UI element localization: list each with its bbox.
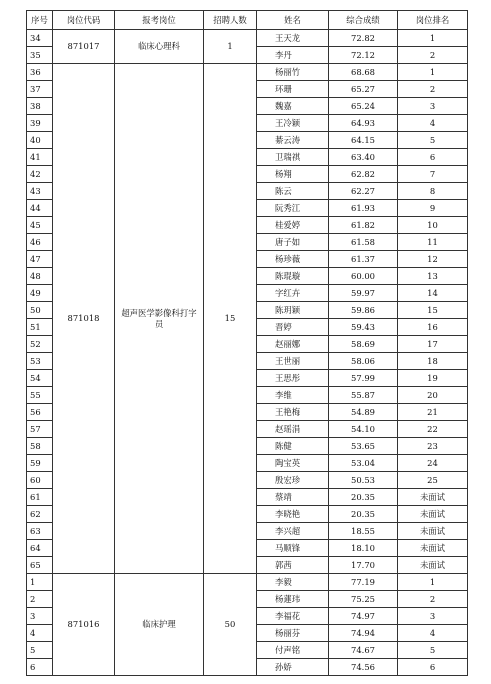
cell-name: 蔡靖 xyxy=(257,489,329,506)
cell-rank: 17 xyxy=(398,336,468,353)
cell-no: 46 xyxy=(27,234,53,251)
cell-rank: 15 xyxy=(398,302,468,319)
cell-score: 58.06 xyxy=(329,353,398,370)
cell-code: 871016 xyxy=(53,574,115,676)
cell-score: 75.25 xyxy=(329,591,398,608)
cell-score: 55.87 xyxy=(329,387,398,404)
cell-score: 64.15 xyxy=(329,132,398,149)
cell-score: 74.67 xyxy=(329,642,398,659)
cell-score: 74.97 xyxy=(329,608,398,625)
cell-rank: 18 xyxy=(398,353,468,370)
cell-name: 李福花 xyxy=(257,608,329,625)
cell-rank: 25 xyxy=(398,472,468,489)
cell-rank: 20 xyxy=(398,387,468,404)
cell-name: 付声铭 xyxy=(257,642,329,659)
cell-position: 临床护理 xyxy=(115,574,204,676)
header-no: 序号 xyxy=(27,11,53,30)
results-table xyxy=(26,10,468,676)
cell-score: 72.12 xyxy=(329,47,398,64)
cell-rank: 12 xyxy=(398,251,468,268)
cell-name: 郭茜 xyxy=(257,557,329,574)
cell-rank: 13 xyxy=(398,268,468,285)
cell-name: 李毅 xyxy=(257,574,329,591)
cell-score: 18.55 xyxy=(329,523,398,540)
cell-rank: 14 xyxy=(398,285,468,302)
cell-score: 54.10 xyxy=(329,421,398,438)
cell-score: 18.10 xyxy=(329,540,398,557)
cell-name: 殷宏珍 xyxy=(257,472,329,489)
cell-no: 65 xyxy=(27,557,53,574)
cell-no: 42 xyxy=(27,166,53,183)
cell-name: 陈玥颖 xyxy=(257,302,329,319)
cell-score: 61.93 xyxy=(329,200,398,217)
cell-no: 52 xyxy=(27,336,53,353)
cell-no: 51 xyxy=(27,319,53,336)
cell-no: 44 xyxy=(27,200,53,217)
cell-name: 王天龙 xyxy=(257,30,329,47)
cell-rank: 8 xyxy=(398,183,468,200)
header-rank: 岗位排名 xyxy=(398,11,468,30)
cell-score: 20.35 xyxy=(329,506,398,523)
cell-no: 34 xyxy=(27,30,53,47)
cell-no: 57 xyxy=(27,421,53,438)
cell-rank: 24 xyxy=(398,455,468,472)
cell-name: 卫瑞祺 xyxy=(257,149,329,166)
table-row xyxy=(27,30,468,47)
cell-quota: 50 xyxy=(204,574,257,676)
cell-no: 61 xyxy=(27,489,53,506)
cell-no: 56 xyxy=(27,404,53,421)
cell-no: 50 xyxy=(27,302,53,319)
cell-code: 871018 xyxy=(53,64,115,574)
cell-rank: 9 xyxy=(398,200,468,217)
cell-score: 50.53 xyxy=(329,472,398,489)
cell-name: 李维 xyxy=(257,387,329,404)
cell-rank: 1 xyxy=(398,64,468,81)
cell-score: 61.82 xyxy=(329,217,398,234)
cell-name: 綦云涛 xyxy=(257,132,329,149)
cell-no: 54 xyxy=(27,370,53,387)
cell-score: 53.04 xyxy=(329,455,398,472)
cell-name: 王艳梅 xyxy=(257,404,329,421)
cell-name: 杨丽竹 xyxy=(257,64,329,81)
cell-rank: 6 xyxy=(398,659,468,676)
cell-no: 35 xyxy=(27,47,53,64)
cell-no: 63 xyxy=(27,523,53,540)
cell-score: 74.94 xyxy=(329,625,398,642)
cell-code: 871017 xyxy=(53,30,115,64)
cell-score: 74.56 xyxy=(329,659,398,676)
cell-name: 王世丽 xyxy=(257,353,329,370)
header-name: 姓名 xyxy=(257,11,329,30)
header-score: 综合成绩 xyxy=(329,11,398,30)
cell-no: 59 xyxy=(27,455,53,472)
cell-rank: 2 xyxy=(398,591,468,608)
cell-no: 49 xyxy=(27,285,53,302)
cell-score: 61.58 xyxy=(329,234,398,251)
cell-name: 唐子如 xyxy=(257,234,329,251)
cell-name: 杨翔 xyxy=(257,166,329,183)
header-position: 报考岗位 xyxy=(115,11,204,30)
cell-score: 59.97 xyxy=(329,285,398,302)
cell-rank: 未面试 xyxy=(398,506,468,523)
cell-rank: 2 xyxy=(398,81,468,98)
cell-name: 晋婷 xyxy=(257,319,329,336)
cell-name: 赵瑶涓 xyxy=(257,421,329,438)
cell-no: 58 xyxy=(27,438,53,455)
cell-name: 王冷颖 xyxy=(257,115,329,132)
cell-no: 39 xyxy=(27,115,53,132)
cell-rank: 5 xyxy=(398,132,468,149)
cell-name: 李兴超 xyxy=(257,523,329,540)
cell-score: 59.86 xyxy=(329,302,398,319)
cell-name: 孙娇 xyxy=(257,659,329,676)
cell-no: 62 xyxy=(27,506,53,523)
cell-rank: 3 xyxy=(398,608,468,625)
cell-no: 4 xyxy=(27,625,53,642)
cell-score: 57.99 xyxy=(329,370,398,387)
cell-score: 65.24 xyxy=(329,98,398,115)
table-body xyxy=(27,30,468,676)
header-quota: 招聘人数 xyxy=(204,11,257,30)
cell-name: 桂爱婷 xyxy=(257,217,329,234)
cell-quota: 1 xyxy=(204,30,257,64)
cell-score: 20.35 xyxy=(329,489,398,506)
cell-rank: 1 xyxy=(398,574,468,591)
cell-name: 环珊 xyxy=(257,81,329,98)
cell-no: 47 xyxy=(27,251,53,268)
cell-name: 字红卉 xyxy=(257,285,329,302)
header-row xyxy=(27,11,468,30)
cell-rank: 未面试 xyxy=(398,557,468,574)
cell-rank: 21 xyxy=(398,404,468,421)
cell-score: 17.70 xyxy=(329,557,398,574)
cell-score: 54.89 xyxy=(329,404,398,421)
cell-name: 杨蓮玮 xyxy=(257,591,329,608)
cell-rank: 3 xyxy=(398,98,468,115)
cell-score: 53.65 xyxy=(329,438,398,455)
cell-rank: 4 xyxy=(398,625,468,642)
cell-rank: 23 xyxy=(398,438,468,455)
cell-rank: 22 xyxy=(398,421,468,438)
cell-name: 阮秀江 xyxy=(257,200,329,217)
cell-rank: 4 xyxy=(398,115,468,132)
cell-rank: 1 xyxy=(398,30,468,47)
cell-no: 5 xyxy=(27,642,53,659)
cell-rank: 未面试 xyxy=(398,540,468,557)
cell-name: 王思彤 xyxy=(257,370,329,387)
cell-name: 魏嘉 xyxy=(257,98,329,115)
cell-score: 59.43 xyxy=(329,319,398,336)
cell-no: 36 xyxy=(27,64,53,81)
cell-no: 6 xyxy=(27,659,53,676)
cell-name: 陈琨璇 xyxy=(257,268,329,285)
table-row xyxy=(27,64,468,81)
cell-name: 赵丽娜 xyxy=(257,336,329,353)
cell-rank: 2 xyxy=(398,47,468,64)
cell-name: 杨丽芬 xyxy=(257,625,329,642)
cell-no: 64 xyxy=(27,540,53,557)
cell-no: 43 xyxy=(27,183,53,200)
cell-position: 临床心理科 xyxy=(115,30,204,64)
cell-score: 68.68 xyxy=(329,64,398,81)
cell-no: 60 xyxy=(27,472,53,489)
cell-score: 72.82 xyxy=(329,30,398,47)
cell-rank: 未面试 xyxy=(398,489,468,506)
cell-score: 60.00 xyxy=(329,268,398,285)
cell-name: 陈健 xyxy=(257,438,329,455)
cell-name: 杨珍薇 xyxy=(257,251,329,268)
cell-no: 1 xyxy=(27,574,53,591)
cell-quota: 15 xyxy=(204,64,257,574)
cell-score: 62.82 xyxy=(329,166,398,183)
cell-name: 陈云 xyxy=(257,183,329,200)
cell-no: 38 xyxy=(27,98,53,115)
cell-no: 45 xyxy=(27,217,53,234)
cell-score: 58.69 xyxy=(329,336,398,353)
cell-score: 77.19 xyxy=(329,574,398,591)
cell-no: 37 xyxy=(27,81,53,98)
cell-position: 超声医学影像科打字员 xyxy=(115,64,204,574)
cell-no: 48 xyxy=(27,268,53,285)
cell-rank: 5 xyxy=(398,642,468,659)
cell-name: 李丹 xyxy=(257,47,329,64)
cell-name: 陶宝英 xyxy=(257,455,329,472)
cell-rank: 未面试 xyxy=(398,523,468,540)
cell-rank: 10 xyxy=(398,217,468,234)
cell-score: 62.27 xyxy=(329,183,398,200)
cell-score: 61.37 xyxy=(329,251,398,268)
cell-no: 53 xyxy=(27,353,53,370)
cell-rank: 11 xyxy=(398,234,468,251)
table-row xyxy=(27,574,468,591)
cell-no: 40 xyxy=(27,132,53,149)
cell-name: 李晓艳 xyxy=(257,506,329,523)
cell-no: 3 xyxy=(27,608,53,625)
cell-rank: 19 xyxy=(398,370,468,387)
cell-score: 63.40 xyxy=(329,149,398,166)
cell-rank: 6 xyxy=(398,149,468,166)
cell-score: 64.93 xyxy=(329,115,398,132)
cell-no: 55 xyxy=(27,387,53,404)
cell-rank: 7 xyxy=(398,166,468,183)
cell-no: 2 xyxy=(27,591,53,608)
cell-name: 马顺锋 xyxy=(257,540,329,557)
header-code: 岗位代码 xyxy=(53,11,115,30)
cell-no: 41 xyxy=(27,149,53,166)
cell-score: 65.27 xyxy=(329,81,398,98)
cell-rank: 16 xyxy=(398,319,468,336)
